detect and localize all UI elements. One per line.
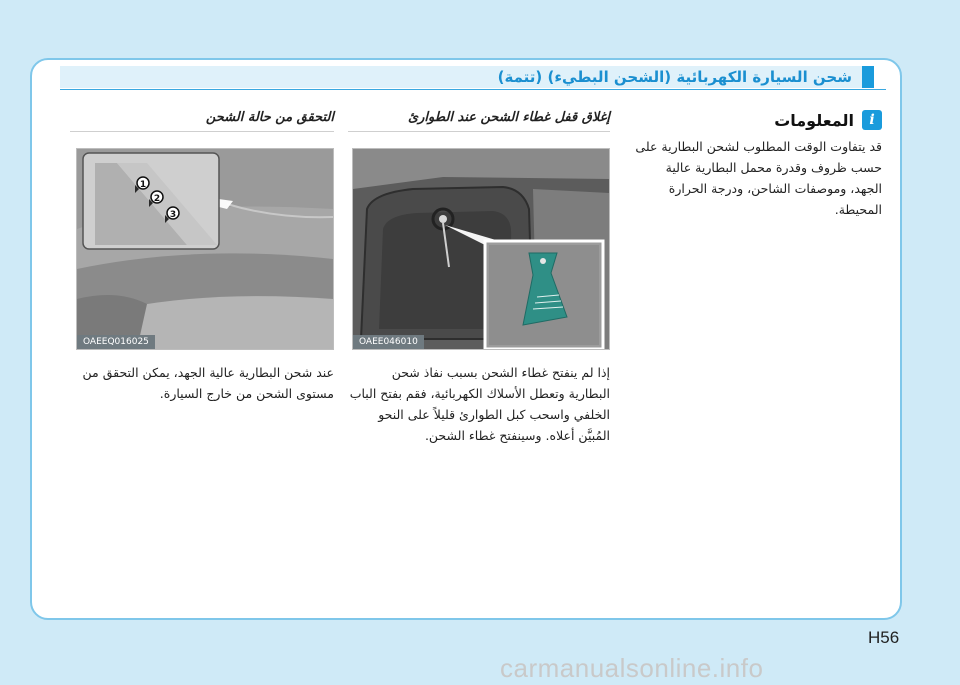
section-title-bar <box>60 66 874 88</box>
svg-text:3: 3 <box>169 210 177 220</box>
title-rule <box>60 89 886 90</box>
figure-code: OAEE046010 <box>353 335 424 349</box>
info-note-header <box>630 110 882 130</box>
charge-status-heading: التحقق من حالة الشحن <box>70 110 334 132</box>
info-icon: i <box>862 110 882 130</box>
info-note <box>630 110 882 220</box>
watermark: carmanualsonline.info <box>500 653 764 683</box>
emergency-release-text: إذا لم ينفتح غطاء الشحن بسبب نفاذ شحن البطارية وتعطل الأسلاك الكهربائية، فقم بفتح الباب الخلفي واسحب كبل الطوارئ قليلاً على النحو المُبيَّن أعلاه. وسينفتح غطاء الشحن. <box>349 365 610 443</box>
info-note-text: قد يتفاوت الوقت المطلوب لشحن البطارية على حسب ظروف وقدرة محمل البطارية عالية الجهد، وموصفات الشاحن، ودرجة الحرارة المحيطة. <box>635 139 882 217</box>
title-marker <box>862 66 874 88</box>
trunk-release-figure <box>352 148 610 350</box>
svg-text:1: 1 <box>139 180 147 190</box>
page-number: H56 <box>868 628 900 647</box>
dashboard-illustration <box>77 149 333 349</box>
trunk-illustration <box>353 149 609 349</box>
charge-status-figure <box>76 148 334 350</box>
charge-status-text: عند شحن البطارية عالية الجهد، يمكن التحقق من مستوى الشحن من خارج السيارة. <box>82 365 334 401</box>
emergency-release-section <box>348 110 610 446</box>
info-note-title: المعلومات <box>774 110 854 130</box>
figure-code: OAEEQ016025 <box>77 335 155 349</box>
page-title: شحن السيارة الكهربائية (الشحن البطيء) (تتمة) <box>497 68 852 86</box>
emergency-release-heading: إغلاق قفل غطاء الشحن عند الطوارئ <box>348 110 610 132</box>
charge-status-section <box>70 110 334 404</box>
svg-text:2: 2 <box>153 194 161 204</box>
